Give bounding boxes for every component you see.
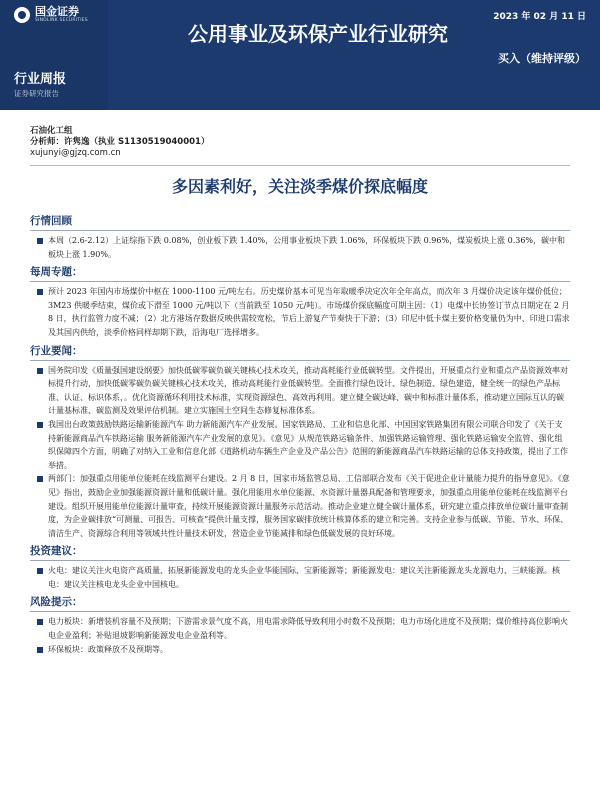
- list-item: 电力板块：新增装机容量不及预期；下游需求景气度不高，用电需求降低导致利用小时数不及预期；电力市场化进度不及预期；煤价维持高位影响火电企业盈利；补贴退坡影响新能源发电企业盈利等。: [30, 615, 570, 642]
- report-subtype: 证券研究报告: [14, 89, 59, 98]
- analyst-info: 分析师：许隽逸（执业 S1130519040001）: [30, 137, 210, 147]
- section-title-weekly-topic: 每周专题：: [30, 264, 570, 282]
- list-item: 两部门：加强重点用能单位能耗在线监测平台建设。2 月 8 日，国家市场监管总局、工信部联合发布《关于促进企业计量能力提升的指导意见》。《意见》指出，鼓励企业加强能源资源计量和低碳计量。强化用能用水单位能源、水资源计量器具配备和管理要求，加强重点用能单位能耗在线监测平台建设。组织开展用能单位能源计量审查，持续开展能源资源计量服务示范活动。推动企业建立健全碳计量体系，研究建立重点排放单位碳计量审查制度，为企业碳排放“可测量、可报告、可核查”提供计量支撑，服务国家碳排放统计核算体系的建立和完善。支持企业参与低碳、节能、节水、环保、清洁生产、资源综合利用等领域共性计量技术研发，营造企业节能减排和绿色低碳发展的良好环境。: [30, 472, 570, 540]
- analyst-email[interactable]: xujunyi@gjzq.com.cn: [30, 148, 121, 158]
- list-item: 本周（2.6-2.12）上证综指下跌 0.08%，创业板下跌 1.40%，公用事业板块下跌 1.06%，环保板块下跌 0.96%，煤炭板块上涨 0.36%，碳中和板块上涨 1.90%。: [30, 234, 570, 261]
- research-group: 石油化工组: [30, 126, 73, 136]
- list-item: 环保板块：政策释放不及预期等。: [30, 643, 570, 657]
- list-item: 国务院印发《质量强国建设纲要》加快低碳零碳负碳关键核心技术攻关，推动高耗能行业低碳转型。文件提出，开展重点行业和重点产品资源效率对标提升行动，加快低碳零碳负碳关键核心技术攻关，推动高耗能行业低碳转型。全面推行绿色设计、绿色制造、绿色建造，健全统一的绿色产品标准、认证、标识体系，。优化资源循环利用技术标准，实现资源绿色、高效再利用。建立健全碳达峰、碳中和标准计量体系，推动建立国际互认的碳计量基标准、碳监测及效果评估机制。建立实施国土空间生态修复标准体系。: [30, 364, 570, 418]
- logo-name: 国金证券: [35, 5, 79, 18]
- logo-english-name: SINOLINK SECURITIES: [35, 18, 88, 23]
- report-title: 公用事业及环保产业行业研究: [188, 22, 448, 46]
- company-logo: [14, 6, 88, 24]
- section-title-market-review: 行情回顾: [30, 213, 570, 231]
- report-headline: 多因素利好，关注淡季煤价探底幅度: [171, 177, 428, 196]
- logo-icon: [14, 7, 30, 23]
- section-title-investment-advice: 投资建议：: [30, 543, 570, 561]
- rating-badge: 买入（维持评级）: [498, 52, 586, 65]
- header-divider: [30, 165, 570, 166]
- report-date: 2023 年 02 月 11 日: [493, 12, 586, 22]
- report-type: 行业周报: [14, 72, 67, 87]
- author-block: [30, 126, 209, 159]
- list-item: 预计 2023 年国内市场煤价中枢在 1000-1100 元/吨左右。历史煤价基本可见当年取暖季决定次年全年高点，而次年 3 月煤价决定该年煤价低位；3M23 供暖季结束，煤价或下滑至 1000 元/吨以下（当前跌至 1050 元/吨）。市场煤价探底幅度可期主因：（1）电煤中长协签订节点日期定在 2 月 8 日，执行监管力度不减；（2）北方港场存数据反映供需较宽松，节后上游复产节奏快于下游；（3）印尼中低卡煤主要价格变量仍为中、印进口需求及其国内供给，淡季价格同样却期下跌，沿海电厂选择增多。: [30, 285, 570, 339]
- report-body: [30, 210, 570, 656]
- header-left-panel: [0, 0, 108, 110]
- report-header: [0, 0, 600, 110]
- section-title-industry-news: 行业要闻：: [30, 343, 570, 361]
- list-item: 火电：建议关注火电资产高质量、拓展新能源发电的龙头企业华能国际、宝新能源等；新能源发电：建议关注新能源龙头龙源电力、三峡能源。核电：建议关注核电龙头企业中国核电。: [30, 564, 570, 591]
- section-title-risk-warning: 风险提示：: [30, 594, 570, 612]
- list-item: 我国出台政策鼓励铁路运输新能源汽车 助力新能源汽车产业发展。国家铁路局、工业和信息化部、中国国家铁路集团有限公司联合印发了《关于支持新能源商品汽车铁路运输 服务新能源汽车产业发展的意见》。《意见》从规范铁路运输条件、加强铁路运输管理、强化铁路运输安全监管、强化组织保障四个方面，明确了对纳入工业和信息化部《道路机动车辆生产企业及产品公告》范围的新能源商品汽车铁路运输的总体支持政策，提出了工作举措。: [30, 418, 570, 472]
